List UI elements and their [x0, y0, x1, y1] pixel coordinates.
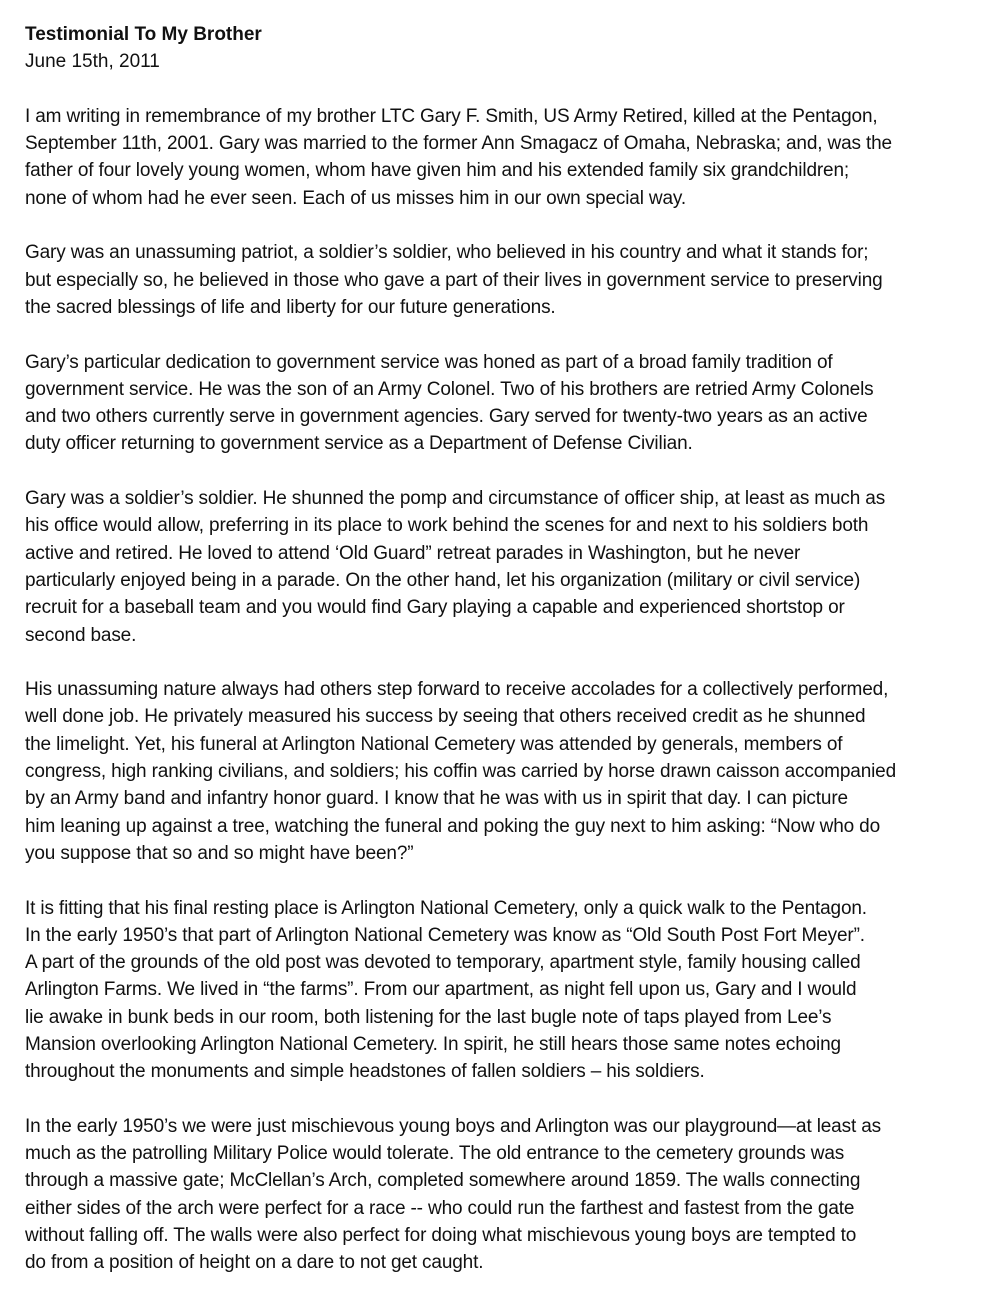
paragraph-line: well done job. He privately measured his success by seeing that others received credit as he shunned [25, 706, 866, 728]
paragraph-line: the sacred blessings of life and liberty for our future generations. [25, 296, 556, 318]
paragraph-line: recruit for a baseball team and you would find Gary playing a capable and experienced shortstop or [25, 597, 845, 619]
paragraph-line: duty officer returning to government service as a Department of Defense Civilian. [25, 433, 693, 455]
paragraph-line: you suppose that so and so might have been?” [25, 842, 414, 864]
paragraph-line: I am writing in remembrance of my brother LTC Gary F. Smith, US Army Retired, killed at the Pentagon, [25, 105, 878, 127]
document-date: June 15th, 2011 [25, 51, 160, 73]
paragraph-line: none of whom had he ever seen. Each of us misses him in our own special way. [25, 187, 686, 209]
paragraph-line: and two others currently serve in government agencies. Gary served for twenty-two years as an active [25, 406, 868, 428]
document-title: Testimonial To My Brother [25, 24, 262, 45]
paragraph-line: do from a position of height on a dare to not get caught. [25, 1252, 484, 1274]
paragraph-line: lie awake in bunk beds in our room, both listening for the last bugle note of taps played from Lee’s [25, 1006, 832, 1028]
paragraph [25, 239, 976, 321]
document-body [25, 103, 976, 1277]
paragraph [25, 895, 976, 1086]
paragraph-line: throughout the monuments and simple headstones of fallen soldiers – his soldiers. [25, 1061, 705, 1083]
paragraph-line: A part of the grounds of the old post was devoted to temporary, apartment style, family housing called [25, 952, 861, 974]
paragraph-line: the limelight. Yet, his funeral at Arlington National Cemetery was attended by generals, members of [25, 733, 843, 755]
paragraph-line: particularly enjoyed being in a parade. On the other hand, let his organization (military or civil service) [25, 569, 861, 591]
paragraph-line: Gary was a soldier’s soldier. He shunned the pomp and circumstance of officer ship, at least as much as [25, 488, 886, 510]
paragraph-line: September 11th, 2001. Gary was married to the former Ann Smagacz of Omaha, Nebraska; and, was the [25, 133, 892, 155]
paragraph-line: second base. [25, 624, 137, 646]
paragraph-line: Arlington Farms. We lived in “the farms”. From our apartment, as night fell upon us, Gary and I would [25, 979, 857, 1001]
paragraph [25, 349, 976, 458]
paragraph-line: either sides of the arch were perfect for a race -- who could run the farthest and fastest from the gate [25, 1197, 855, 1219]
paragraph-line: In the early 1950’s we were just mischievous young boys and Arlington was our playground—at least as [25, 1115, 881, 1137]
paragraph-line: his office would allow, preferring in its place to work behind the scenes for and next to his soldiers both [25, 515, 869, 537]
paragraph-line: but especially so, he believed in those who gave a part of their lives in government service to preserving [25, 269, 883, 291]
paragraph-line: by an Army band and infantry honor guard. I know that he was with us in spirit that day. I can picture [25, 788, 848, 810]
paragraph [25, 103, 976, 212]
paragraph-line: congress, high ranking civilians, and soldiers; his coffin was carried by horse drawn caisson accompanied [25, 761, 897, 783]
paragraph-line: father of four lovely young women, whom have given him and his extended family six grandchildren; [25, 160, 850, 182]
paragraph-line: active and retired. He loved to attend ‘Old Guard” retreat parades in Washington, but he never [25, 542, 801, 564]
paragraph-line: without falling off. The walls were also perfect for doing what mischievous young boys are tempted to [25, 1225, 857, 1247]
paragraph-line: Mansion overlooking Arlington National Cemetery. In spirit, he still hears those same notes echoing [25, 1033, 841, 1055]
paragraph [25, 1113, 976, 1277]
paragraph-line: Gary was an unassuming patriot, a soldier’s soldier, who believed in his country and what it stands for; [25, 242, 869, 264]
paragraph-line: In the early 1950’s that part of Arlington National Cemetery was know as “Old South Post Fort Meyer”. [25, 924, 865, 946]
paragraph-line: Gary’s particular dedication to government service was honed as part of a broad family tradition of [25, 351, 833, 373]
paragraph-line: It is fitting that his final resting place is Arlington National Cemetery, only a quick walk to the Pentagon. [25, 897, 867, 919]
paragraph [25, 676, 976, 867]
paragraph-line: him leaning up against a tree, watching the funeral and poking the guy next to him asking: “Now who do [25, 815, 881, 837]
paragraph-line: much as the patrolling Military Police would tolerate. The old entrance to the cemetery grounds was [25, 1143, 845, 1165]
paragraph-line: through a massive gate; McClellan’s Arch, completed somewhere around 1859. The walls connecting [25, 1170, 861, 1192]
paragraph-line: His unassuming nature always had others step forward to receive accolades for a collectively performed, [25, 679, 889, 701]
paragraph [25, 485, 976, 649]
paragraph-line: government service. He was the son of an Army Colonel. Two of his brothers are retried Army Colonels [25, 378, 874, 400]
